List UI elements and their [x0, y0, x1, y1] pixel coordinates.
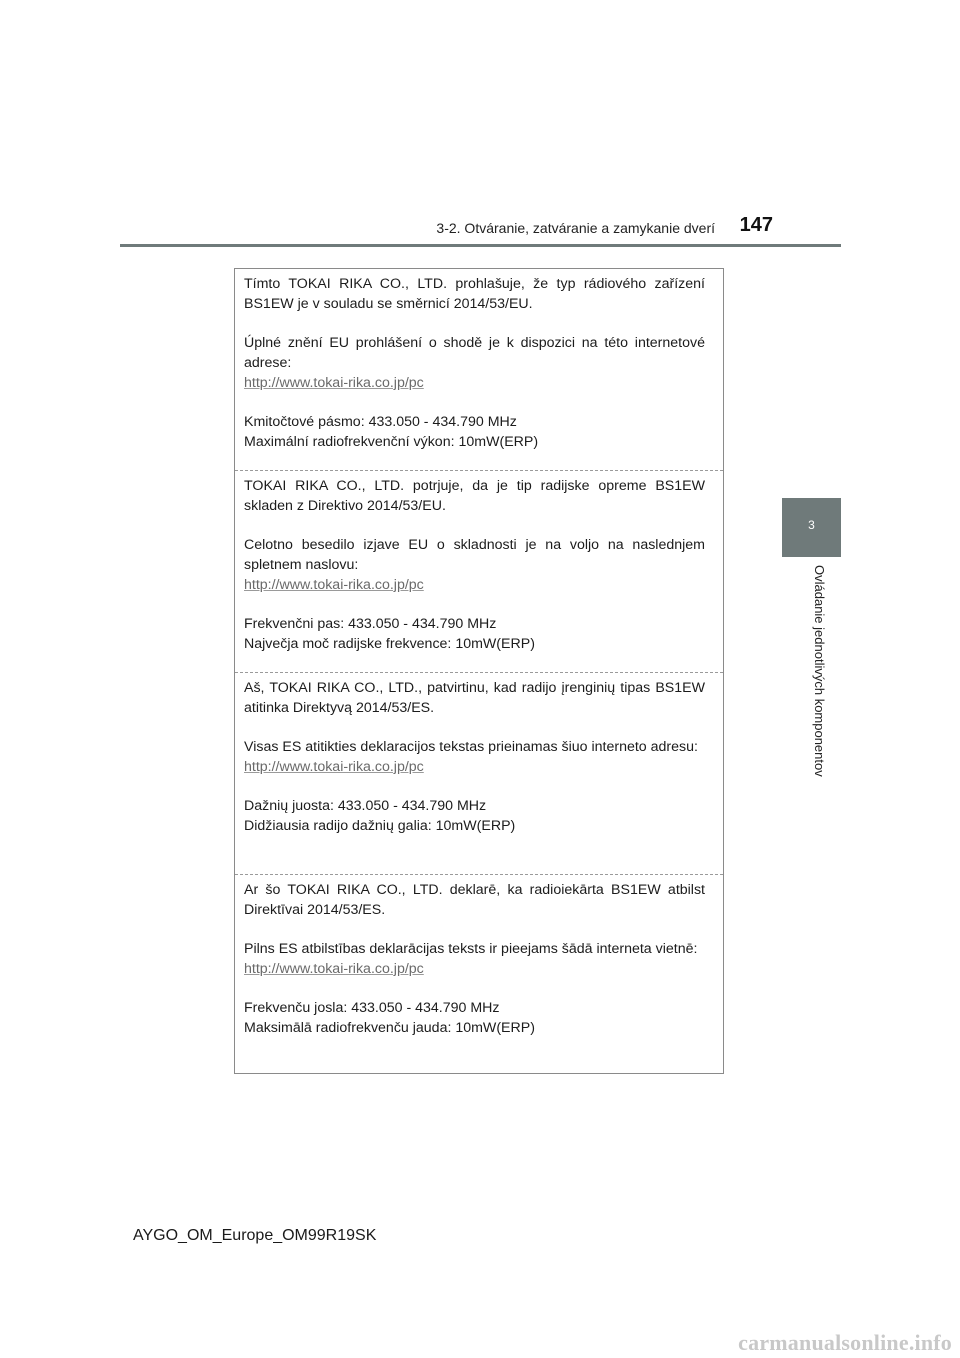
declaration-url-link[interactable]: http://www.tokai-rika.co.jp/pc: [244, 759, 424, 775]
watermark: carmanualsonline.info: [738, 1330, 952, 1355]
page-header: [120, 214, 840, 244]
section-title: 3-2. Otváranie, zatváranie a zamykanie dverí: [436, 220, 715, 236]
declaration-power: Maximální radiofrekvenční výkon: 10mW(ERP): [244, 434, 539, 450]
declaration-power: Največja moč radijske frekvence: 10mW(ERP): [244, 636, 535, 652]
chapter-number: 3: [808, 518, 815, 532]
declaration-power: Didžiausia radijo dažnių galia: 10mW(ERP): [244, 818, 516, 834]
declaration-latvian: [235, 874, 723, 1073]
declaration-frequency: Dažnių juosta: 433.050 - 434.790 MHz: [244, 798, 487, 814]
page-number: 147: [739, 214, 773, 236]
declaration-url-link[interactable]: http://www.tokai-rika.co.jp/pc: [244, 961, 424, 977]
declaration-url-link[interactable]: http://www.tokai-rika.co.jp/pc: [244, 577, 424, 593]
declarations-box: [234, 268, 724, 1074]
declaration-availability: Pilns ES atbilstības deklarācijas teksts ir pieejams šādā interneta vietnē:: [244, 941, 698, 957]
declaration-czech: [235, 269, 723, 470]
declaration-availability: Celotno besedilo izjave EU o skladnosti je na voljo na naslednjem spletnem naslovu:: [244, 537, 705, 573]
declaration-statement: Aš, TOKAI RIKA CO., LTD., patvirtinu, kad radijo įrenginių tipas BS1EW atitinka Direktyvą 2014/53/ES.: [244, 680, 705, 716]
declaration-frequency: Kmitočtové pásmo: 433.050 - 434.790 MHz: [244, 414, 517, 430]
declaration-statement: TOKAI RIKA CO., LTD. potrjuje, da je tip radijske opreme BS1EW skladen z Direktivo 2014/53/EU.: [244, 478, 705, 514]
declaration-statement: Tímto TOKAI RIKA CO., LTD. prohlašuje, že typ rádiového zařízení BS1EW je v souladu se směrnicí 2014/53/EU.: [244, 276, 705, 312]
declaration-lithuanian: [235, 672, 723, 874]
declaration-availability: Visas ES atitikties deklaracijos tekstas prieinamas šiuo interneto adresu:: [244, 739, 698, 755]
declaration-frequency: Frekvenčni pas: 433.050 - 434.790 MHz: [244, 616, 497, 632]
declaration-frequency: Frekvenču josla: 433.050 - 434.790 MHz: [244, 1000, 500, 1016]
declaration-availability: Úplné znění EU prohlášení o shodě je k dispozici na této internetové adrese:: [244, 335, 705, 371]
document-id: AYGO_OM_Europe_OM99R19SK: [133, 1227, 377, 1244]
declaration-power: Maksimālā radiofrekvenču jauda: 10mW(ERP): [244, 1020, 535, 1036]
header-divider: [120, 244, 841, 247]
chapter-label: Ovládanie jednotlivých komponentov: [812, 565, 827, 777]
declaration-url-link[interactable]: http://www.tokai-rika.co.jp/pc: [244, 375, 424, 391]
chapter-tab: [782, 498, 841, 557]
declaration-statement: Ar šo TOKAI RIKA CO., LTD. deklarē, ka radioiekārta BS1EW atbilst Direktīvai 2014/53/ES.: [244, 882, 705, 918]
declaration-slovenian: [235, 470, 723, 672]
